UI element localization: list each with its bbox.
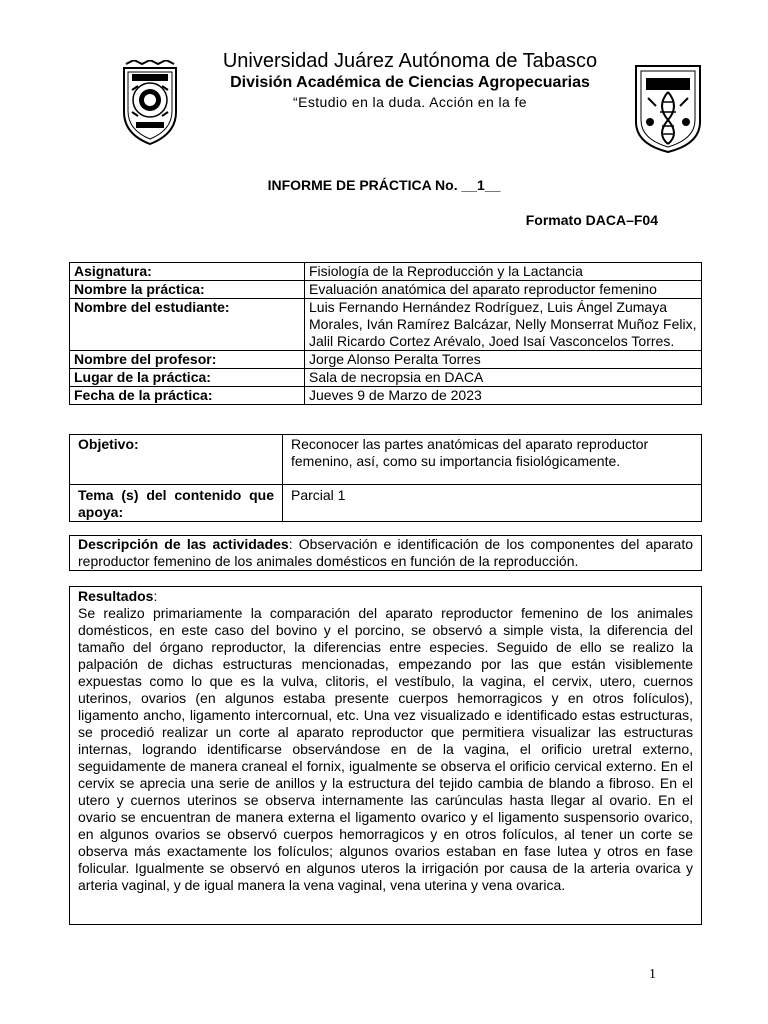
motto: “Estudio en la duda. Acción en la fe: [293, 94, 527, 110]
results-colon: :: [153, 588, 158, 604]
info-value: Evaluación anatómica del aparato reproductor femenino: [305, 281, 702, 299]
info-value: Sala de necropsia en DACA: [305, 369, 702, 387]
division-seal-logo: [632, 62, 704, 154]
topic-value: Parcial 1: [283, 485, 702, 522]
activities-label: Descripción de las actividades: [78, 536, 289, 552]
info-label: Nombre del profesor:: [70, 351, 305, 369]
table-row: [70, 485, 702, 522]
objective-label: Objetivo:: [70, 435, 283, 485]
division-name: División Académica de Ciencias Agropecuarias: [230, 74, 590, 91]
report-title: INFORME DE PRÁCTICA No. __1__: [267, 177, 501, 193]
results-label: Resultados: [78, 588, 154, 604]
university-seal-logo: [118, 60, 182, 146]
info-label: Asignatura:: [70, 263, 305, 281]
info-table: [69, 262, 702, 405]
objective-value: Reconocer las partes anatómicas del aparato reproductor femenino, así, como su importancia fisiológicamente.: [283, 435, 702, 485]
activities-text: : Observación e identificación de los componentes del aparato reproductor femenino de los animales domésticos en función de la reproducción.: [78, 536, 693, 569]
table-row: [70, 435, 702, 485]
results-section: [69, 586, 702, 925]
table-row: [70, 281, 702, 299]
results-text: Se realizo primariamente la comparación del aparato reproductor femenino de los animales domésticos, en este caso del bovino y el porcino, se observó a simple vista, la diferencia del tamaño del órgano reproductor, la diferencias entre especies. Seguido de ello se realizo la palpación de dichas estructuras mencionadas, empezando por las que están visiblemente expuestas como lo que es la vulva, clitoris, el vestíbulo, la vagina, el cervix, utero, cuernos uterinos, ovarios (en algunos estaba presente cuerpos hemorragicos y en otros folículos), ligamento ancho, ligamento intercornual, etc. Una vez visualizado e identificado estas estructuras, se procedió realizar un corte al aparato reproductor que permitiera visualizar las estructuras internas, logrando identificarse observándose en de la vagina, el orificio uretral externo, seguidamente de manera craneal el fornix, igualmente se observa el orificio cervical externo. En el cervix se aprecia una serie de anillos y la estructura del tejido cambia de blando a fibroso. En el utero y cuernos uterinos se observa internamente las carúnculas hasta llegar al ovario. En el ovario se encuentran de manera externa el ligamento ovarico y el ligamento suspensorio ovarico, en algunos ovarios se observó cuerpos hemorragicos y en otros folículos, al tener un corte se observa más exactamente los folículos; algunos ovarios estaban en fase lutea y otros en fase folicular. Igualmente se observó en algunos uteros la irrigación por causa de la arteria ovarica y arteria vaginal, y de igual manera la vena vaginal, vena uterina y vena ovarica.: [78, 605, 693, 893]
table-row: [70, 299, 702, 351]
page-number: 1: [649, 967, 656, 982]
table-row: [70, 387, 702, 405]
activities-section: [69, 535, 702, 571]
topic-label: Tema (s) del contenido que apoya:: [70, 485, 283, 522]
info-value: Luis Fernando Hernández Rodríguez, Luis Ángel Zumaya Morales, Iván Ramírez Balcázar, Nelly Monserrat Muñoz Felix, Jalil Ricardo Cortez Arévalo, Joed Isaí Vasconcelos Torres.: [305, 299, 702, 351]
table-row: [70, 369, 702, 387]
info-label: Nombre la práctica:: [70, 281, 305, 299]
info-value: Jorge Alonso Peralta Torres: [305, 351, 702, 369]
table-row: [70, 263, 702, 281]
info-value: Fisiología de la Reproducción y la Lactancia: [305, 263, 702, 281]
objective-table: [69, 434, 702, 522]
table-row: [70, 351, 702, 369]
info-value: Jueves 9 de Marzo de 2023: [305, 387, 702, 405]
info-label: Lugar de la práctica:: [70, 369, 305, 387]
info-label: Fecha de la práctica:: [70, 387, 305, 405]
format-code: Formato DACA–F04: [525, 212, 658, 228]
info-label: Nombre del estudiante:: [70, 299, 305, 351]
university-name: Universidad Juárez Autónoma de Tabasco: [222, 50, 598, 72]
